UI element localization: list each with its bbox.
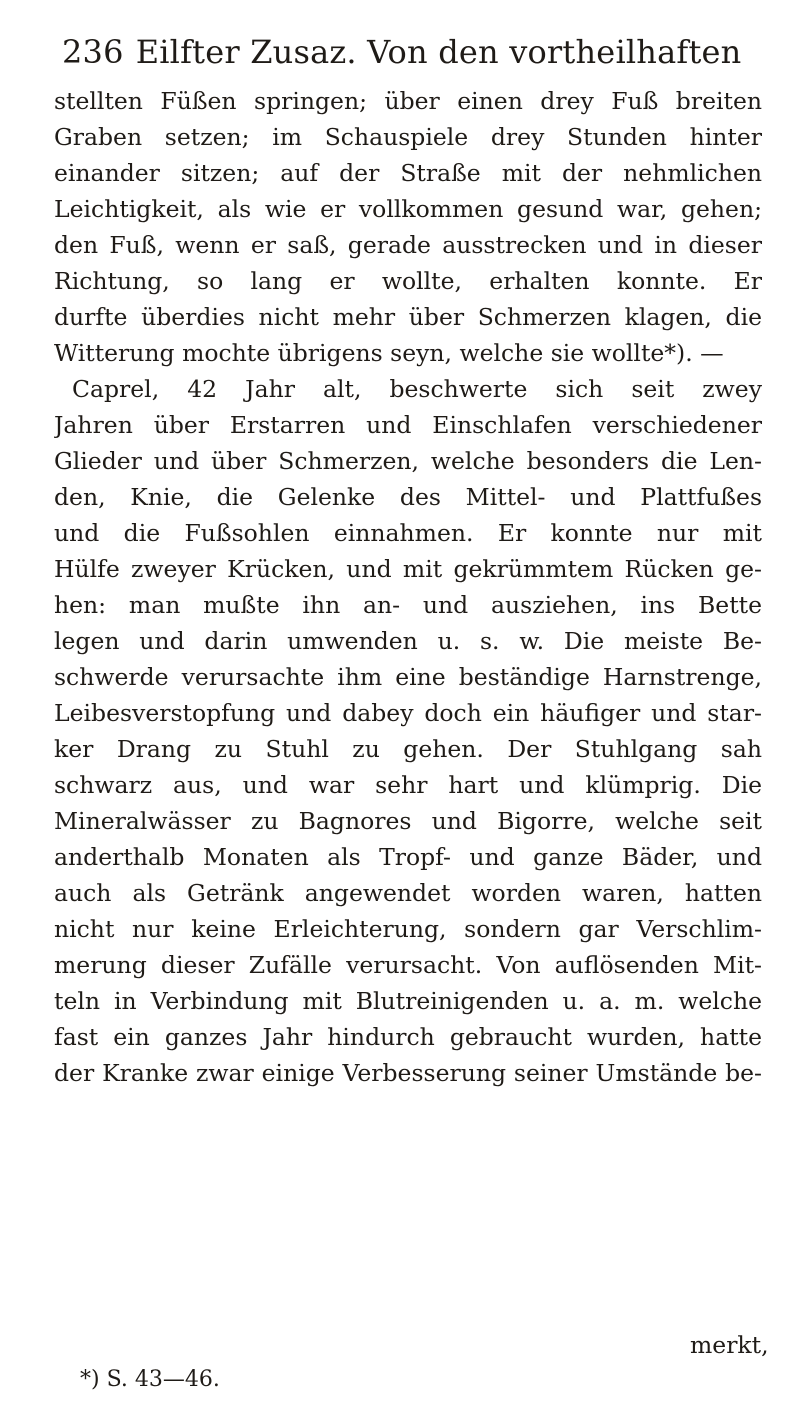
page-number: 236 — [62, 33, 124, 71]
text-line: legen und darin umwenden u. s. w. Die meiste Be- — [54, 627, 762, 655]
text-line: nicht nur keine Erleichterung, sondern gar Verschlim- — [54, 915, 762, 943]
text-line: Glieder und über Schmerzen, welche besonders die Len- — [54, 447, 762, 475]
text-line: fast ein ganzes Jahr hindurch gebraucht wurden, hatte — [54, 1023, 762, 1051]
text-line: stellten Füßen springen; über einen drey Fuß breiten — [54, 87, 762, 115]
text-line: Witterung mochte übrigens seyn, welche sie wollte*). — — [54, 339, 724, 367]
text-line: und die Fußsohlen einnahmen. Er konnte nur mit — [54, 519, 762, 547]
text-line: Graben setzen; im Schauspiele drey Stunden hinter — [54, 123, 762, 151]
text-line: den, Knie, die Gelenke des Mittel- und Plattfußes — [54, 483, 762, 511]
text-line: Hülfe zweyer Krücken, und mit gekrümmtem Rücken ge- — [54, 555, 762, 583]
text-line: auch als Getränk angewendet worden waren, hatten — [54, 879, 762, 907]
text-line: schwerde verursachte ihm eine beständige Harnstrenge, — [54, 663, 762, 691]
footnote: *) S. 43—46. — [80, 1367, 220, 1392]
text-line: teln in Verbindung mit Blutreinigenden u. a. m. welche — [54, 987, 762, 1015]
text-line: der Kranke zwar einige Verbesserung seiner Umstände be- — [54, 1059, 762, 1087]
text-line: Leibesverstopfung und dabey doch ein häufiger und star- — [54, 699, 762, 727]
text-line: hen: man mußte ihn an- und ausziehen, ins Bette — [54, 591, 762, 619]
text-line: durfte überdies nicht mehr über Schmerzen klagen, die — [54, 303, 762, 331]
body-text — [54, 83, 762, 1091]
catchword: merkt, — [690, 1331, 769, 1359]
text-line: Richtung, so lang er wollte, erhalten konnte. Er — [54, 267, 762, 295]
text-line: Leichtigkeit, als wie er vollkommen gesund war, gehen; — [54, 195, 762, 223]
text-line: Jahren über Erstarren und Einschlafen verschiedener — [54, 411, 762, 439]
text-line: schwarz aus, und war sehr hart und klümprig. Die — [54, 771, 762, 799]
running-head — [62, 28, 752, 76]
paragraph-start-line: Caprel, 42 Jahr alt, beschwerte sich seit zwey — [72, 375, 762, 403]
text-line: anderthalb Monaten als Tropf- und ganze Bäder, und — [54, 843, 762, 871]
text-line: merung dieser Zufälle verursacht. Von auflösenden Mit- — [54, 951, 762, 979]
text-line: den Fuß, wenn er saß, gerade ausstrecken und in dieser — [54, 231, 762, 259]
text-line: ker Drang zu Stuhl zu gehen. Der Stuhlgang sah — [54, 735, 762, 763]
text-line: einander sitzen; auf der Straße mit der nehmlichen — [54, 159, 762, 187]
running-title: Eilfter Zusaz. Von den vortheilhaften — [135, 33, 742, 71]
text-line: Mineralwässer zu Bagnores und Bigorre, welche seit — [54, 807, 762, 835]
